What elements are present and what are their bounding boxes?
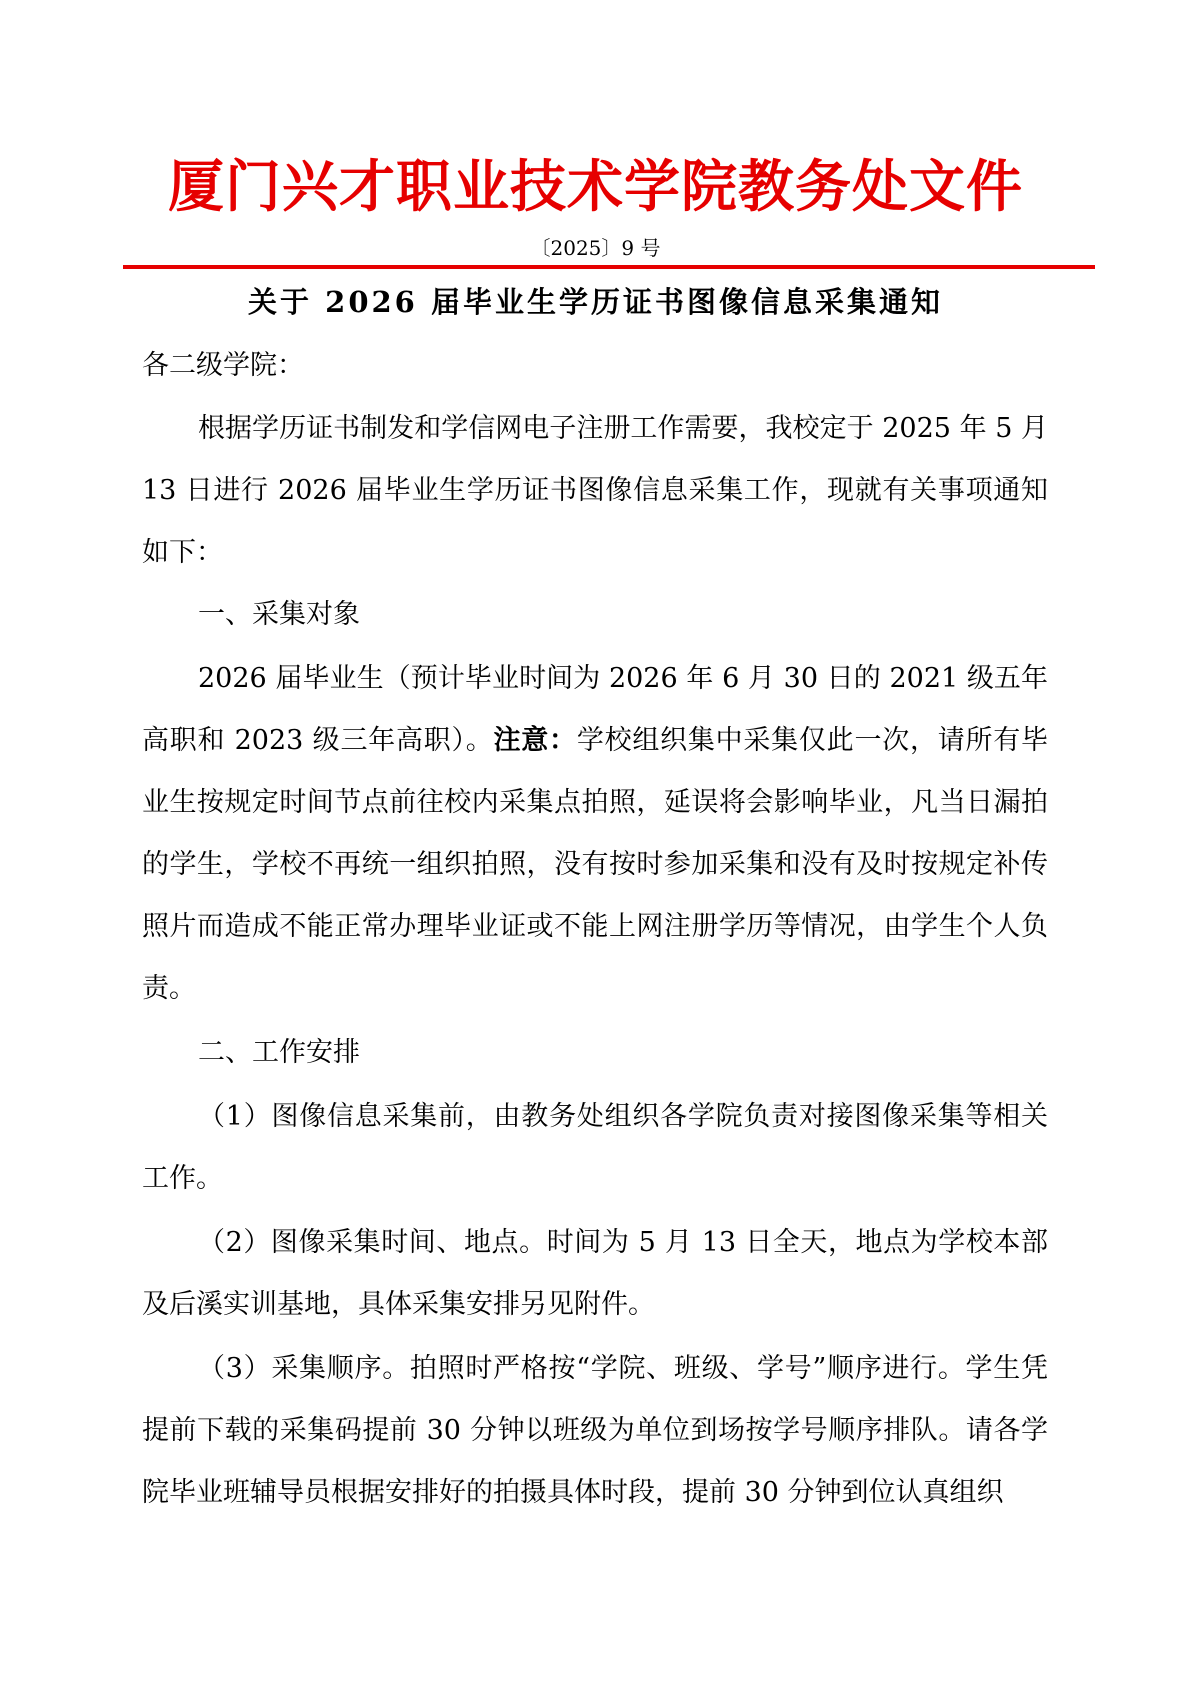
document-header-title: 厦门兴才职业技术学院教务处文件 — [168, 154, 1023, 220]
attention-label: 注意： — [493, 725, 577, 756]
salutation: 各二级学院： — [142, 350, 304, 381]
work-arrangement-item-3: （3）采集顺序。拍照时严格按“学院、班级、学号”顺序进行。学生凭提前下载的采集码提前 30 分钟以班级为单位到场按学号顺序排队。请各学院毕业班辅导员根据安排好的拍摄具体时段，提前 30 分钟到位认真组织 — [142, 1353, 1048, 1508]
work-arrangement-item-1: （1）图像信息采集前，由教务处组织各学院负责对接图像采集等相关工作。 — [142, 1101, 1048, 1194]
document-number: 〔2025〕9 号 — [530, 236, 661, 260]
attention-text: 学校组织集中采集仅此一次，请所有毕业生按规定时间节点前往校内采集点拍照，延误将会影响毕业，凡当日漏拍的学生，学校不再统一组织拍照，没有按时参加采集和没有及时按规定补传照片而造成不能正常办理毕业证或不能上网注册学历等情况，由学生个人负责。 — [142, 725, 1049, 1004]
collection-targets-paragraph — [142, 648, 1048, 1020]
collection-targets-text: 2026 届毕业生（预计毕业时间为 2026 年 6 月 30 日的 2021 级五年高职和 2023 级三年高职）。 — [142, 663, 1048, 756]
section-heading-work-arrangement: 二、工作安排 — [198, 1037, 360, 1068]
work-arrangement-item-2: （2）图像采集时间、地点。时间为 5 月 13 日全天，地点为学校本部及后溪实训基地，具体采集安排另见附件。 — [142, 1227, 1048, 1320]
section-heading-collection-targets: 一、采集对象 — [198, 599, 360, 630]
notice-title: 关于 2026 届毕业生学历证书图像信息采集通知 — [248, 285, 943, 319]
header-red-rule — [123, 265, 1095, 269]
intro-paragraph: 根据学历证书制发和学信网电子注册工作需要，我校定于 2025 年 5 月 13 日进行 2026 届毕业生学历证书图像信息采集工作，现就有关事项通知如下： — [142, 413, 1048, 568]
